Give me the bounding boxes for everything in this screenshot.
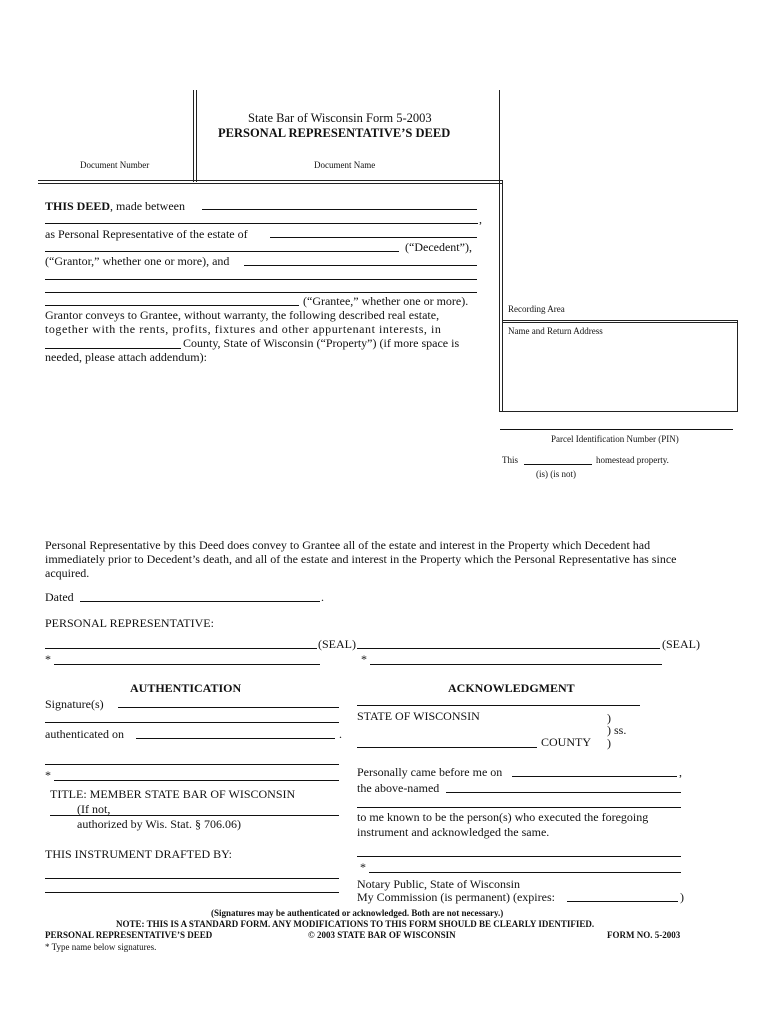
known-line-2: instrument and acknowledged the same. [357, 825, 550, 839]
grantee-name-field-3[interactable] [45, 292, 477, 293]
pr-signature-left-field[interactable] [45, 648, 317, 649]
decedent-name-field[interactable] [45, 251, 399, 252]
grantee-name-field-4[interactable] [45, 305, 299, 306]
header-left-rule-double [196, 90, 197, 182]
this-label: This [502, 455, 519, 465]
grantor-name-field-2[interactable] [45, 223, 478, 224]
name-return-bottom-rule [499, 411, 738, 412]
is-isnot-label: (is) (is not) [536, 469, 576, 479]
deed-title: PERSONAL REPRESENTATIVE’S DEED [218, 126, 451, 140]
footer-type-name: * Type name below signatures. [45, 942, 157, 952]
above-named-field-2[interactable] [357, 807, 681, 808]
this-deed-line [45, 199, 185, 213]
drafted-by-field-2[interactable] [45, 892, 339, 893]
notary-signature-field[interactable] [357, 856, 681, 857]
notary-name-field[interactable] [369, 872, 681, 873]
county-field[interactable] [45, 348, 181, 349]
grantor-name-field-1[interactable] [202, 209, 477, 210]
header-right-rule [499, 90, 500, 412]
pr-name-left-field[interactable] [54, 664, 320, 665]
asterisk-right: * [361, 652, 367, 666]
acknowledgment-heading: ACKNOWLEDGMENT [448, 681, 575, 695]
footer-right: FORM NO. 5-2003 [607, 930, 681, 940]
pr-label: PERSONAL REPRESENTATIVE: [45, 616, 214, 630]
document-name-label: Document Name [314, 160, 376, 170]
seal-left: (SEAL) [318, 637, 356, 651]
pr-name-right-field[interactable] [370, 664, 662, 665]
recording-area-rule [502, 320, 738, 321]
authentication-heading: AUTHENTICATION [130, 681, 242, 695]
county-line: County, State of Wisconsin (“Property”) (if more space is [183, 336, 460, 350]
pin-field[interactable] [500, 429, 733, 430]
name-return-label: Name and Return Address [508, 326, 603, 336]
commission-label: My Commission (is permanent) (expires: [357, 890, 555, 904]
paragraph-line-1: Personal Representative by this Deed does convey to Grantee all of the estate and interest in the Property which Decedent had [45, 538, 651, 552]
personally-came-label: Personally came before me on [357, 765, 503, 779]
commission-close-paren: ) [680, 890, 684, 904]
authenticated-on-field[interactable] [136, 738, 335, 739]
header-left-rule [193, 90, 194, 182]
grantor-label: (“Grantor,” whether one or more), and [45, 254, 230, 268]
recording-area-label: Recording Area [508, 304, 565, 314]
county-label: COUNTY [541, 735, 591, 749]
footer-note-2: NOTE: THIS IS A STANDARD FORM. ANY MODIFICATIONS TO THIS FORM SHOULD BE CLEARLY IDENTIFIED. [116, 919, 595, 929]
grantee-name-field-2[interactable] [45, 279, 477, 280]
document-number-label: Document Number [80, 160, 150, 170]
state-label: STATE OF WISCONSIN [357, 709, 480, 723]
commission-expires-field[interactable] [567, 901, 678, 902]
authenticated-period: . [339, 727, 342, 741]
footer-center: © 2003 STATE BAR OF WISCONSIN [308, 930, 456, 940]
footer-note-1: (Signatures may be authenticated or acknowledged. Both are not necessary.) [211, 908, 504, 918]
decedent-label: (“Decedent”), [405, 240, 472, 254]
signatures-field-1[interactable] [118, 707, 339, 708]
conveys-line-2: together with the rents, profits, fixtures and other appurtenant interests, in [45, 322, 442, 336]
known-line-1: to me known to be the person(s) who executed the foregoing [357, 810, 649, 824]
addendum-line: needed, please attach addendum): [45, 350, 207, 364]
pr-signature-right-field[interactable] [357, 648, 660, 649]
authenticator-signature-field[interactable] [45, 764, 339, 765]
notary-label: Notary Public, State of Wisconsin [357, 877, 520, 891]
pin-label: Parcel Identification Number (PIN) [551, 434, 679, 444]
authenticator-name-field[interactable] [54, 780, 339, 781]
drafted-by-field-1[interactable] [45, 878, 339, 879]
dated-period: . [321, 590, 324, 604]
header-right-rule-double [502, 180, 503, 412]
header-bottom-rule [38, 180, 502, 181]
ack-top-field[interactable] [357, 705, 640, 706]
drafted-by-label: THIS INSTRUMENT DRAFTED BY: [45, 847, 233, 861]
paragraph-line-2: immediately prior to Decedent’s death, and all of the estate and interest in the Property which the Personal Representative has since [45, 552, 677, 566]
this-deed-rest: , made between [110, 199, 185, 213]
this-deed-bold: THIS DEED [45, 199, 111, 213]
personally-came-comma: , [679, 765, 682, 779]
authenticator-asterisk: * [45, 768, 51, 782]
authorized-by-label: authorized by Wis. Stat. § 706.06) [77, 817, 241, 831]
grantor-comma: , [479, 212, 482, 226]
notary-asterisk: * [360, 860, 366, 874]
above-named-label: the above-named [357, 781, 440, 795]
title-line: TITLE: MEMBER STATE BAR OF WISCONSIN [50, 787, 296, 801]
ss-label: ) ss. [607, 723, 627, 737]
above-named-field-1[interactable] [446, 792, 681, 793]
form-title: State Bar of Wisconsin Form 5-2003 [248, 111, 432, 125]
personally-came-date-field[interactable] [512, 776, 677, 777]
seal-right: (SEAL) [662, 637, 700, 651]
grantee-name-field-1[interactable] [244, 265, 477, 266]
dated-label: Dated [45, 590, 74, 604]
header-bottom-rule-double [38, 183, 502, 184]
signatures-label: Signature(s) [45, 697, 104, 711]
signatures-field-2[interactable] [45, 722, 339, 723]
right-panel-edge [737, 320, 738, 412]
if-not-label: (If not, [77, 802, 111, 816]
recording-area-rule-double [502, 322, 738, 323]
authenticated-on-label: authenticated on [45, 727, 124, 741]
footer-left: PERSONAL REPRESENTATIVE’S DEED [45, 930, 213, 940]
dated-field[interactable] [80, 601, 320, 602]
state-paren: ) [607, 711, 611, 725]
conveys-line-1: Grantor conveys to Grantee, without warranty, the following described real estate, [45, 308, 440, 322]
estate-of-field[interactable] [270, 237, 477, 238]
as-pr-label: as Personal Representative of the estate of [45, 227, 248, 241]
homestead-field[interactable] [524, 464, 592, 465]
paragraph-line-3: acquired. [45, 566, 90, 580]
county-paren: ) [607, 736, 611, 750]
ack-county-field[interactable] [357, 747, 537, 748]
asterisk-left: * [45, 652, 51, 666]
homestead-label: homestead property. [596, 455, 669, 465]
grantee-label: (“Grantee,” whether one or more). [303, 294, 469, 308]
